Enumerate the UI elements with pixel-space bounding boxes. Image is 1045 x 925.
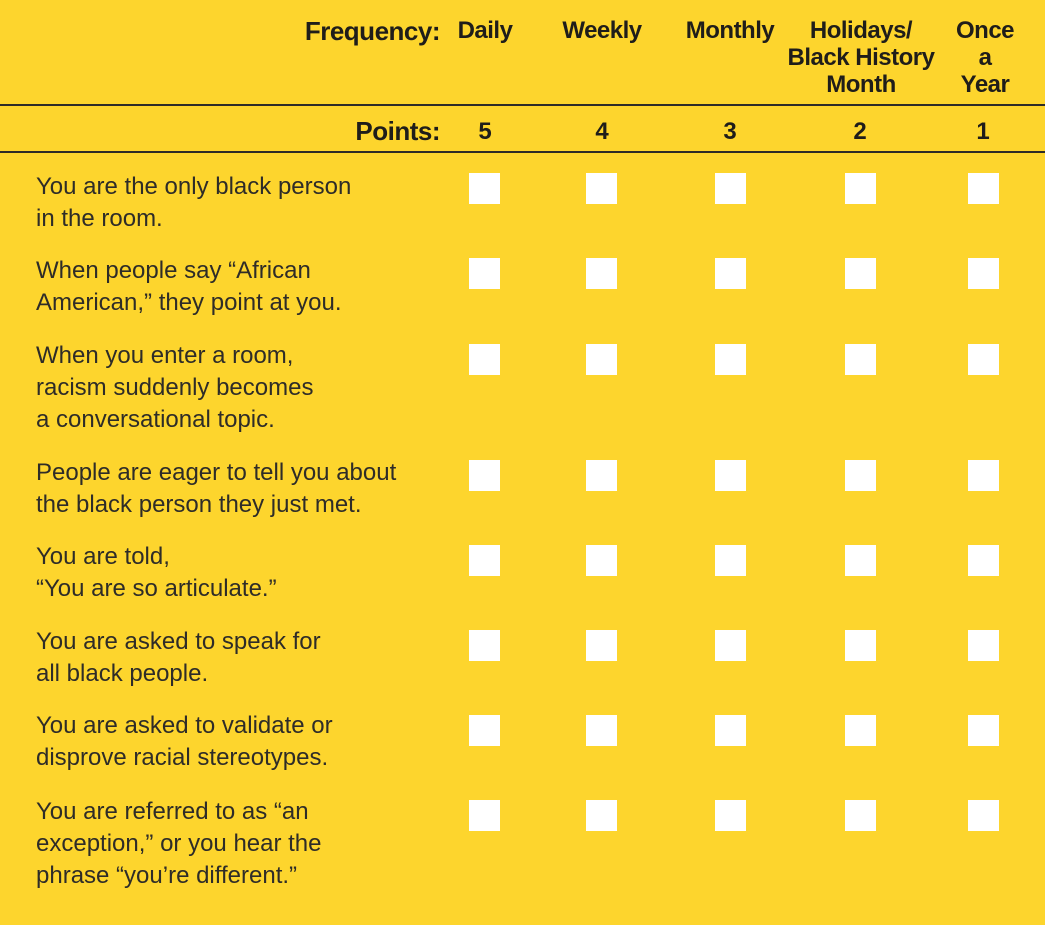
checkbox-row7-holidays[interactable] xyxy=(845,715,876,746)
checkbox-row4-once-a-year[interactable] xyxy=(968,460,999,491)
checkbox-row3-weekly[interactable] xyxy=(586,344,617,375)
checkbox-row8-weekly[interactable] xyxy=(586,800,617,831)
question-row-6: You are asked to speak for all black people. xyxy=(36,628,321,687)
checkbox-row5-monthly[interactable] xyxy=(715,545,746,576)
checkbox-row6-daily[interactable] xyxy=(469,630,500,661)
column-header-daily: Daily xyxy=(457,17,513,44)
column-header-once-a-year: Once a Year xyxy=(955,17,1015,98)
checkbox-row1-monthly[interactable] xyxy=(715,173,746,204)
checkbox-row2-daily[interactable] xyxy=(469,258,500,289)
checkbox-row6-weekly[interactable] xyxy=(586,630,617,661)
points-label: Points: xyxy=(355,116,440,146)
question-row-5: You are told, “You are so articulate.” xyxy=(36,543,277,602)
checkbox-row8-daily[interactable] xyxy=(469,800,500,831)
question-row-1: You are the only black person in the room. xyxy=(36,173,352,232)
checkbox-row2-weekly[interactable] xyxy=(586,258,617,289)
checkbox-row4-weekly[interactable] xyxy=(586,460,617,491)
checkbox-row2-holidays[interactable] xyxy=(845,258,876,289)
checkbox-row3-holidays[interactable] xyxy=(845,344,876,375)
checkbox-row2-once-a-year[interactable] xyxy=(968,258,999,289)
checkbox-row4-daily[interactable] xyxy=(469,460,500,491)
checkbox-row4-holidays[interactable] xyxy=(845,460,876,491)
question-row-2: When people say “African American,” they point at you. xyxy=(36,257,342,316)
checkbox-row5-daily[interactable] xyxy=(469,545,500,576)
column-header-monthly: Monthly xyxy=(685,17,775,44)
points-value-once-a-year: 1 xyxy=(976,118,990,145)
checkbox-row1-daily[interactable] xyxy=(469,173,500,204)
checkbox-row1-holidays[interactable] xyxy=(845,173,876,204)
question-row-7: You are asked to validate or disprove racial stereotypes. xyxy=(36,712,333,771)
question-row-4: People are eager to tell you about the black person they just met. xyxy=(36,459,397,518)
checkbox-row1-once-a-year[interactable] xyxy=(968,173,999,204)
checkbox-row7-once-a-year[interactable] xyxy=(968,715,999,746)
checkbox-row6-monthly[interactable] xyxy=(715,630,746,661)
points-value-weekly: 4 xyxy=(595,118,609,145)
checkbox-row3-daily[interactable] xyxy=(469,344,500,375)
question-row-3: When you enter a room, racism suddenly becomes a conversational topic. xyxy=(36,342,314,433)
points-divider xyxy=(0,151,1045,153)
checkbox-row5-holidays[interactable] xyxy=(845,545,876,576)
checkbox-row3-monthly[interactable] xyxy=(715,344,746,375)
checkbox-row4-monthly[interactable] xyxy=(715,460,746,491)
checkbox-row6-once-a-year[interactable] xyxy=(968,630,999,661)
frequency-label: Frequency: xyxy=(304,16,440,46)
column-header-holidays: Holidays/ Black History Month xyxy=(787,17,935,98)
points-value-monthly: 3 xyxy=(723,118,737,145)
checkbox-row3-once-a-year[interactable] xyxy=(968,344,999,375)
checkbox-row7-monthly[interactable] xyxy=(715,715,746,746)
header-divider xyxy=(0,104,1045,106)
points-value-holidays: 2 xyxy=(853,118,867,145)
checkbox-row2-monthly[interactable] xyxy=(715,258,746,289)
checkbox-row8-holidays[interactable] xyxy=(845,800,876,831)
question-row-8: You are referred to as “an exception,” or you hear the phrase “you’re different.” xyxy=(36,798,322,889)
checkbox-row8-once-a-year[interactable] xyxy=(968,800,999,831)
column-header-weekly: Weekly xyxy=(562,17,642,44)
checkbox-row8-monthly[interactable] xyxy=(715,800,746,831)
checkbox-row1-weekly[interactable] xyxy=(586,173,617,204)
checkbox-row5-once-a-year[interactable] xyxy=(968,545,999,576)
checkbox-row5-weekly[interactable] xyxy=(586,545,617,576)
points-value-daily: 5 xyxy=(478,118,492,145)
checkbox-row7-daily[interactable] xyxy=(469,715,500,746)
checkbox-row6-holidays[interactable] xyxy=(845,630,876,661)
checkbox-row7-weekly[interactable] xyxy=(586,715,617,746)
